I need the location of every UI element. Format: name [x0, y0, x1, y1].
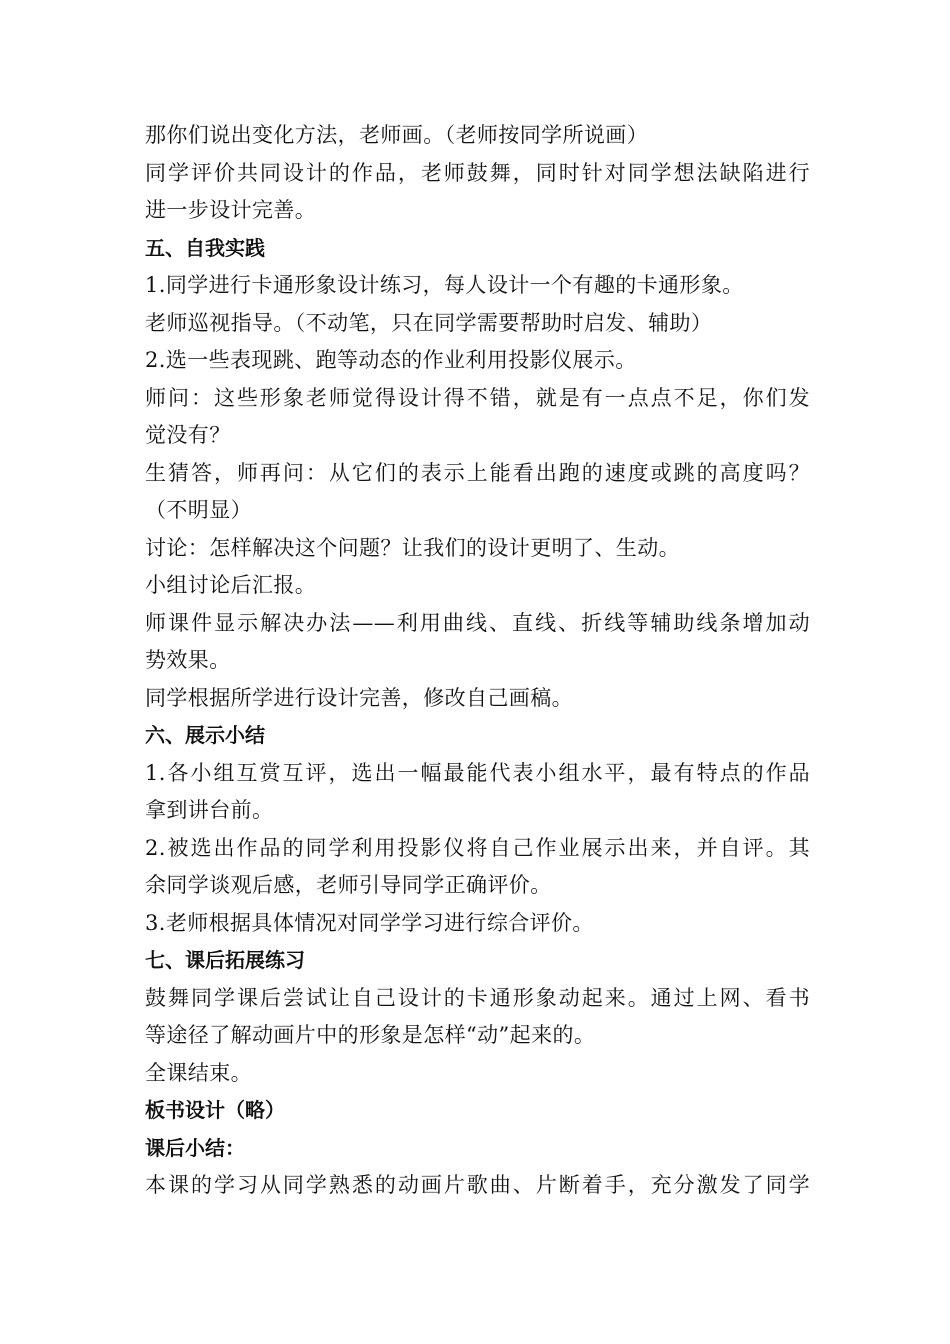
- paragraph-line: 本课的学习从同学熟悉的动画片歌曲、片断着手，充分激发了同学: [145, 1173, 810, 1197]
- section-heading-self-practice: 五、自我实践: [145, 235, 265, 260]
- section-heading-after-class-summary: 课后小结：: [145, 1135, 245, 1160]
- paragraph-line: 2.被选出作品的同学利用投影仪将自己作业展示出来，并自评。其: [145, 835, 810, 860]
- paragraph-line: 老师巡视指导。（不动笔，只在同学需要帮助时启发、辅助）: [145, 310, 713, 335]
- section-heading-display-summary: 六、展示小结: [145, 723, 265, 747]
- paragraph-line: 鼓舞同学课后尝试让自己设计的卡通形象动起来。通过上网、看书: [145, 985, 810, 1010]
- document-page: [145, 117, 810, 1205]
- section-heading-board-design: 板书设计（略）: [145, 1098, 285, 1122]
- paragraph-line: 等途径了解动画片中的形象是怎样“动”起来的。: [145, 1023, 596, 1047]
- paragraph-line: 师课件显示解决办法——利用曲线、直线、折线等辅助线条增加动: [145, 610, 810, 635]
- paragraph-line: 1.各小组互赏互评，选出一幅最能代表小组水平，最有特点的作品: [145, 760, 810, 785]
- paragraph-line: 全课结束。: [145, 1060, 252, 1085]
- paragraph-line: 生猜答，师再问：从它们的表示上能看出跑的速度或跳的高度吗？: [145, 460, 810, 485]
- paragraph-line: 同学根据所学进行设计完善，修改自己画稿。: [145, 685, 573, 710]
- section-heading-extension-practice: 七、课后拓展练习: [145, 948, 305, 972]
- paragraph-line: 拿到讲台前。: [145, 798, 274, 822]
- paragraph-line: 那你们说出变化方法，老师画。（老师按同学所说画）: [145, 123, 649, 147]
- paragraph-line: 势效果。: [145, 648, 231, 672]
- paragraph-line: 2.选一些表现跳、跑等动态的作业利用投影仪展示。: [145, 348, 637, 372]
- paragraph-line: 小组讨论后汇报。: [145, 573, 317, 597]
- paragraph-line: 讨论：怎样解决这个问题？让我们的设计更明了、生动。: [145, 535, 680, 560]
- paragraph-line: 1.同学进行卡通形象设计练习，每人设计一个有趣的卡通形象。: [145, 273, 744, 297]
- paragraph-line: （不明显）: [145, 498, 252, 522]
- paragraph-line: 进一步设计完善。: [145, 198, 317, 222]
- paragraph-line: 师问：这些形象老师觉得设计得不错，就是有一点点不足，你们发: [145, 385, 810, 410]
- paragraph-line: 同学评价共同设计的作品，老师鼓舞，同时针对同学想法缺陷进行: [145, 160, 810, 185]
- paragraph-line: 3.老师根据具体情况对同学学习进行综合评价。: [145, 910, 594, 935]
- paragraph-line: 觉没有？: [145, 423, 231, 447]
- paragraph-line: 余同学谈观后感，老师引导同学正确评价。: [145, 873, 552, 897]
